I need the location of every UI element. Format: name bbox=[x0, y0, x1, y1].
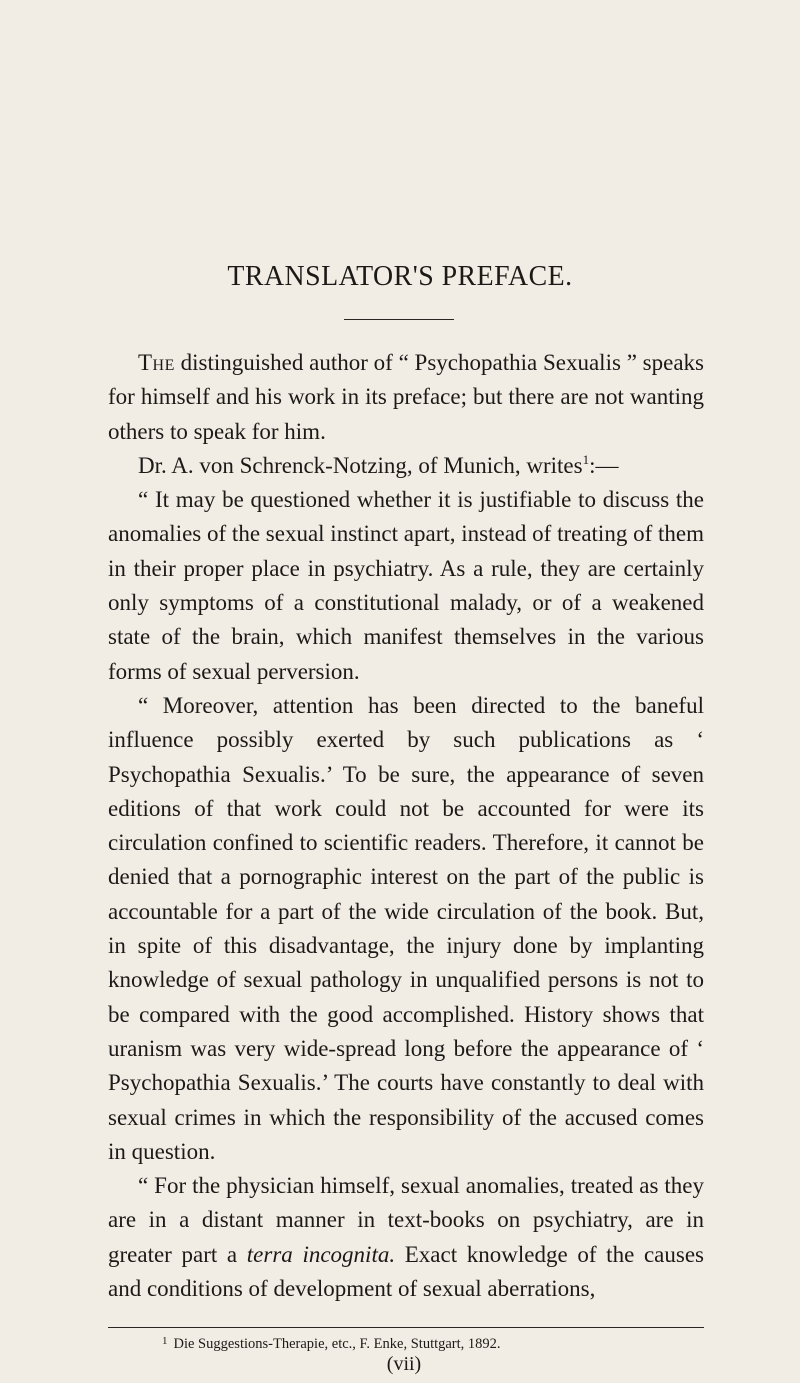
footnote-reference: 1 bbox=[582, 451, 590, 467]
body-text bbox=[108, 346, 704, 1306]
italic-phrase: terra incognita. bbox=[246, 1241, 396, 1267]
footnote bbox=[162, 1335, 501, 1353]
paragraph: “ It may be questioned whether it is justifiable to discuss the anomalies of the sexual instinct apart, instead of treating of them in their proper place in psychiatry. As a rule, they are certainly only symptoms of a constitutional malady, or of a weakened state of the brain, which manifest themselves in the various forms of sexual perversion. bbox=[108, 487, 704, 684]
footnote-text: Die Suggestions-Therapie, etc., F. Enke, Stuttgart, 1892. bbox=[173, 1336, 501, 1352]
footnote-mark: 1 bbox=[162, 1335, 168, 1347]
paragraph-text: Dr. A. von Schrenck-Notzing, of Munich, writes bbox=[138, 452, 583, 478]
paragraph-lead-word: The bbox=[138, 350, 175, 375]
paragraph-text: “ For the physician himself, sexual anomalies, treated as they are in a distant manner in text-books on psychiatry, are in greater part a bbox=[108, 1173, 704, 1267]
paragraph-text: distinguished author of “ Psychopathia Sexualis ” speaks for himself and his work in its preface; but there are not wanting others to speak for him. bbox=[108, 350, 704, 444]
paragraph-text: :— bbox=[589, 452, 619, 478]
paragraph bbox=[108, 449, 704, 483]
paragraph bbox=[108, 1169, 704, 1306]
paragraph: “ Moreover, attention has been directed to the baneful influence possibly exerted by such publications as ‘ Psychopathia Sexualis.’ To be sure, the appearance of seven editions of that work could not be accounted for were its circulation confined to scientific readers. Therefore, it cannot be denied that a pornographic interest on the part of the public is accountable for a part of the wide circulation of the book. But, in spite of this disadvantage, the injury done by implanting knowledge of sexual pathology in unqualified persons is not to be compared with the good accomplished. History shows that uranism was very wide-spread long before the appearance of ‘ Psychopathia Sexualis.’ The courts have constantly to deal with sexual crimes in which the responsibility of the accused comes in question. bbox=[108, 692, 704, 1164]
title-divider bbox=[344, 319, 454, 320]
paragraph-text: Exact knowledge of the causes and conditions of development of sexual aberrations, bbox=[108, 1241, 704, 1302]
paragraph bbox=[108, 346, 704, 449]
footnote-divider bbox=[108, 1327, 704, 1328]
page-number: (vii) bbox=[386, 1353, 422, 1375]
page-title: TRANSLATOR'S PREFACE. bbox=[227, 260, 573, 292]
